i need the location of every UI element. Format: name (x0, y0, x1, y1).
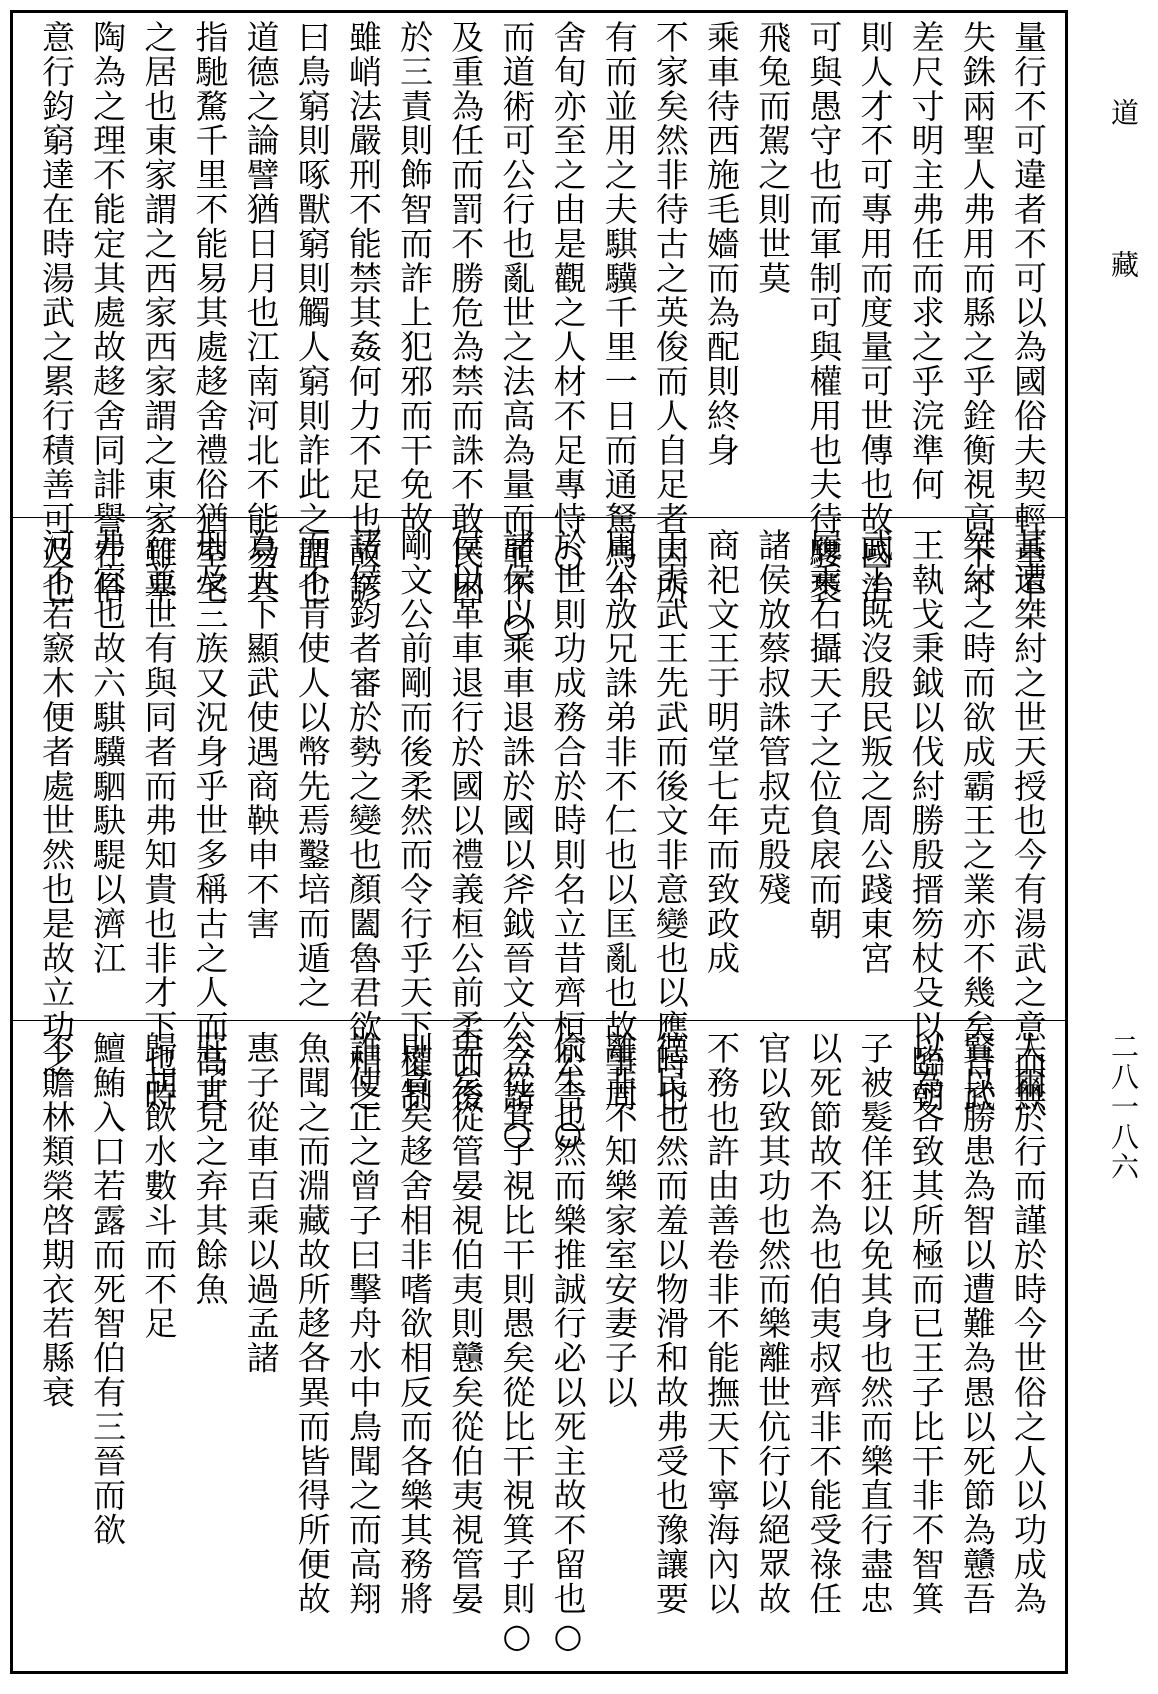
text-column: 弗宜也故六騏驥駟駃騠以濟江 (88, 528, 128, 976)
text-column: 於世則功成務合於時則名立昔齊桓公合○ (548, 528, 588, 1154)
text-column: 人爾於行而謹於時今世俗之人以功成為 (1008, 1031, 1048, 1616)
text-column: 飛兔而駕之則世莫 (753, 20, 793, 296)
text-column: 不家矣然非待古之英俊而人自足者因所 (650, 20, 690, 605)
text-column: 侯以革車退行於國以禮義桓公前柔而後 (446, 528, 486, 1113)
text-column: 有而並用之夫騏驥千里一日而通駑馬十 (599, 20, 639, 605)
text-column: 諸侯以乘車退誅於國以斧鉞晉文公合諸○ (497, 528, 537, 1154)
text-column: 以為各致其所極而已王子比干非不智箕 (906, 1031, 946, 1616)
text-column: 鱣鮪入口若露而死智伯有三晉而欲 (88, 1031, 128, 1547)
text-column: 商祀文王于明堂七年而致政成 (702, 528, 742, 976)
text-column: 雖峭法嚴刑不能禁其姦何力不足也故諺 (343, 20, 383, 605)
text-register-bottom (10, 1031, 1068, 1656)
text-column: 舍旬亦至之由是觀之人材不足專恃○ (548, 20, 588, 577)
text-column: 不務也許由善卷非不能撫天下寧海內以 (702, 1031, 742, 1616)
text-column: 歸胡飲水數斗而不足 (139, 1031, 179, 1341)
text-column: 王執戈秉鉞以伐紂勝殷搢笏杖殳以臨朝 (906, 528, 946, 1113)
text-column: 量行不可違者不可以為國俗夫契輕重不 (1008, 20, 1048, 605)
text-column: 道德之論譬猶日月也江南河北不能易其 (241, 20, 281, 605)
text-column: 差尺寸明主弗任而求之乎浣準何 (906, 20, 946, 502)
text-column: 武王既沒殷民叛之周公踐東宮 (855, 528, 895, 976)
text-column: 賢以勝患為智以遭難為愚以死節為戇吾 (957, 1031, 997, 1616)
text-column: 其遭桀紂之世天授也今有湯武之意而無 (1008, 528, 1048, 1113)
text-column: 剛文公前剛而後柔然而令行乎天下權制 (395, 528, 435, 1113)
text-column: 指馳騖千里不能易其處趍舍禮俗猶室宅 (190, 20, 230, 605)
text-column: 而不肯使人以幣先焉鑿培而遁之 (292, 528, 332, 1010)
text-column: 及重為任而罰不勝危為禁而誅不敢民困 (446, 20, 486, 605)
text-column: 周公放兄誅弟非不仁也以匡亂也故事周 (599, 528, 639, 1113)
text-column: 偷生也然而樂推誠行必以死主故不留也○ (548, 1031, 588, 1657)
text-column: 子被髮佯狂以免其身也然而樂直行盡忠 (855, 1031, 895, 1616)
text-column: 不贍林類榮啓期衣若縣衰 (37, 1031, 76, 1410)
text-column: 桀紂之時而欲成霸王之業亦不幾矣昔武 (957, 528, 997, 1113)
text-column: 諸侯放蔡叔誅管叔克殷殘 (753, 528, 793, 907)
text-column: 履乘石攝天子之位負扆而朝 (804, 528, 844, 941)
text-column: 陶為之理不能定其處故趍舍同誹譽在俗 (88, 20, 128, 605)
text-column: 惠子從車百乘以過孟諸 (241, 1031, 281, 1375)
text-column: 可與愚守也而軍制可與權用也夫待騕褭 (804, 20, 844, 605)
text-column: 王夫武王先武而後文非意變也以應時也 (650, 528, 690, 1113)
text-column: 以死節故不為也伯夷叔齊非不能受祿任 (804, 1031, 844, 1616)
text-column: 河不若窾木便者處世然也是故立功之 (37, 528, 76, 1079)
text-column: 為天下顯武使遇商鞅申不害 (241, 528, 281, 941)
text-column: 乘車待西施毛嬙而為配則終身 (702, 20, 742, 468)
collection-label: 道 藏 (1107, 98, 1140, 326)
text-column: 曰鳥窮則啄獸窮則觸人窮則詐此之謂也 (292, 20, 332, 605)
text-column: 之居也東家謂之西家西家謂之東家雖皋 (139, 20, 179, 605)
text-column: 刑及三族又況身乎世多稱古之人而高其 (190, 528, 230, 1113)
text-column: 失銖兩聖人弗用而縣之乎銓衡視高下不 (957, 20, 997, 605)
text-column: 則貪矣趍舍相非嗜欲相反而各樂其務將 (395, 1031, 435, 1616)
page-number: 二八一八六 (1107, 1032, 1140, 1182)
text-column: 於三責則飾智而詐上犯邪而干免故 (395, 20, 435, 536)
text-column: 意行鈞窮達在時湯武之累行積善可及也 (37, 20, 76, 605)
text-column: 官以致其功也然而樂離世伉行以絕眾故 (753, 1031, 793, 1616)
text-column: 則人才不可專用而度量可世傳也故國治 (855, 20, 895, 605)
text-column: 魚聞之而淵藏故所趍各異而皆得所便故 (292, 1031, 332, 1616)
text-column: 離非不知樂家室安妻子以 (599, 1031, 639, 1410)
text-column: 諸侯鈞者審於勢之變也顏闔魯君欲相之 (343, 528, 383, 1113)
text-column: 而道術可公行也亂世之法高為量而罪不○ (497, 20, 537, 646)
text-column: 今從箕子視比干則愚矣從比干視箕子則○ (497, 1031, 537, 1657)
text-column: 德民也然而羞以物滑和故弗受也豫讓要 (650, 1031, 690, 1616)
text-column: 行並世有與同者而弗知貴也非才下也時 (139, 528, 179, 1113)
text-column: 卑矣從管晏視伯夷則戇矣從伯夷視管晏 (446, 1031, 486, 1616)
text-column: 莊子見之弃其餘魚 (190, 1031, 230, 1307)
text-column: 誰使正之曾子曰擊舟水中鳥聞之而高翔 (343, 1031, 383, 1616)
